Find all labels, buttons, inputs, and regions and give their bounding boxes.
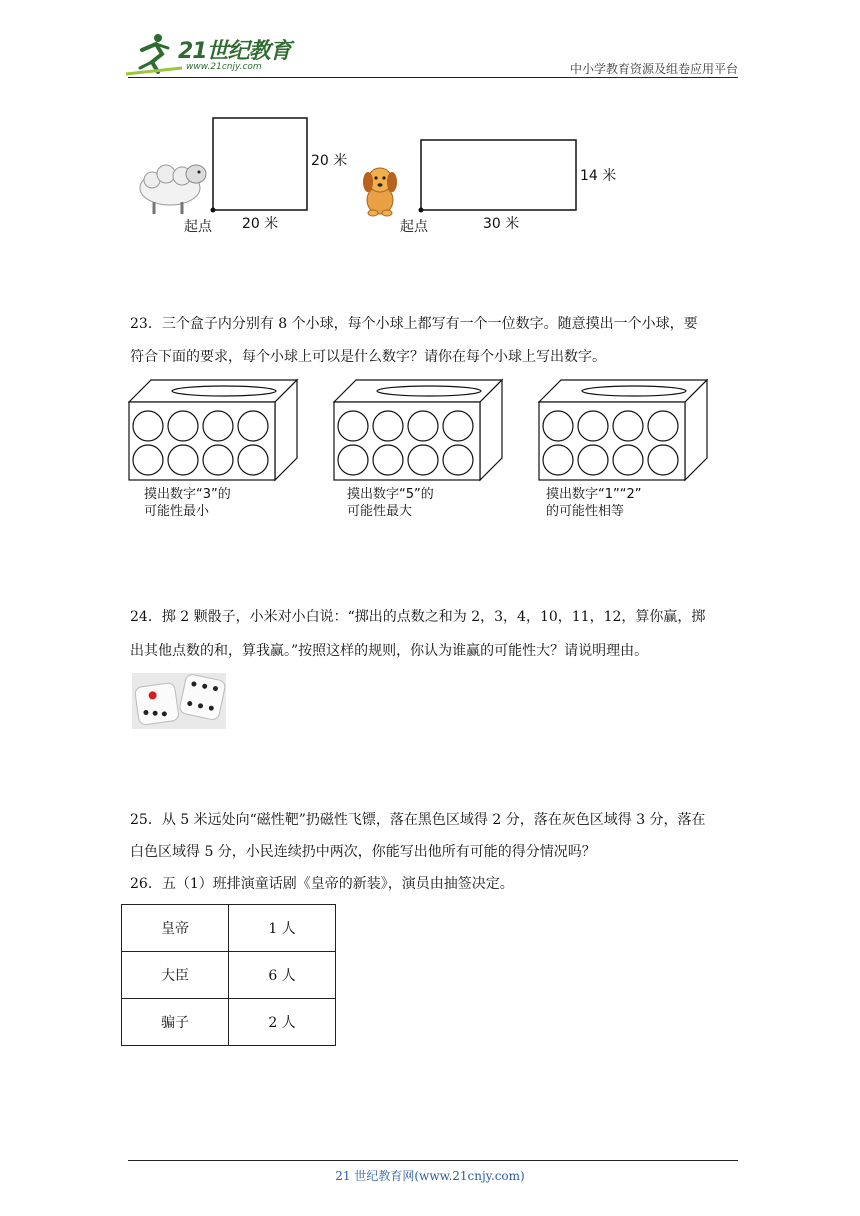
table-row	[122, 952, 336, 999]
box3-caption-line1: 摸出数字“1”“2”	[546, 487, 642, 502]
sheep-icon	[140, 165, 206, 214]
box1-caption-line2: 可能性最小	[144, 504, 210, 519]
count-cell: 6 人	[229, 952, 336, 999]
rect-start-label: 起点	[400, 219, 428, 235]
role-cell: 大臣	[122, 952, 229, 999]
table-row	[122, 905, 336, 952]
header-platform-text: 中小学教育资源及组卷应用平台	[569, 62, 738, 76]
q25-line2: 白色区域得 5 分，小民连续扔中两次，你能写出他所有可能的得分情况吗？	[130, 844, 596, 860]
q23-line1: 23．三个盒子内分别有 8 个小球，每个小球上都写有一个一位数字。随意摸出一个小球，要	[130, 316, 698, 332]
square-side-label: 20 米	[311, 153, 348, 169]
ball-box-2	[334, 380, 502, 480]
footer-divider	[128, 1160, 738, 1161]
q23-line2: 符合下面的要求，每个小球上可以是什么数字？请你在每个小球上写出数字。	[130, 349, 606, 365]
box2-caption-line2: 可能性最大	[347, 504, 413, 519]
logo-text: 21世纪教育	[178, 39, 291, 64]
q24-line1: 24．掷 2 颗骰子，小米对小白说：“掷出的点数之和为 2，3，4，10，11，12，算你赢，掷	[130, 609, 706, 625]
dice-icon	[132, 673, 226, 729]
q25-line1: 25．从 5 米远处向“磁性靶”扔磁性飞镖，落在黑色区域得 2 分，落在灰色区域得 3 分，落在	[130, 812, 706, 828]
dog-icon	[363, 168, 397, 216]
table-row	[122, 999, 336, 1046]
q26-text: 26．五（1）班排演童话剧《皇帝的新装》，演员由抽签决定。	[130, 876, 514, 892]
ball-box-3	[539, 380, 707, 480]
count-cell: 2 人	[229, 999, 336, 1046]
box1-caption-line1: 摸出数字“3”的	[144, 487, 231, 502]
count-cell: 1 人	[229, 905, 336, 952]
q24-line2: 出其他点数的和，算我赢。”按照这样的规则，你认为谁赢的可能性大？请说明理由。	[130, 643, 649, 659]
rect-side-label: 14 米	[580, 168, 617, 184]
rect-bottom-label: 30 米	[483, 216, 520, 232]
role-cell: 骗子	[122, 999, 229, 1046]
box2-caption-line1: 摸出数字“5”的	[347, 487, 434, 502]
footer-link[interactable]: 21 世纪教育网(www.21cnjy.com)	[335, 1169, 525, 1183]
square-bottom-label: 20 米	[242, 216, 279, 232]
ball-box-1	[129, 380, 297, 480]
header-divider	[128, 77, 738, 78]
square-start-label: 起点	[184, 219, 212, 235]
role-cell: 皇帝	[122, 905, 229, 952]
logo-url: www.21cnjy.com	[186, 62, 262, 72]
q23-boxes-figure	[128, 378, 708, 483]
box3-caption-line2: 的可能性相等	[546, 504, 625, 519]
roles-table	[121, 904, 336, 1046]
